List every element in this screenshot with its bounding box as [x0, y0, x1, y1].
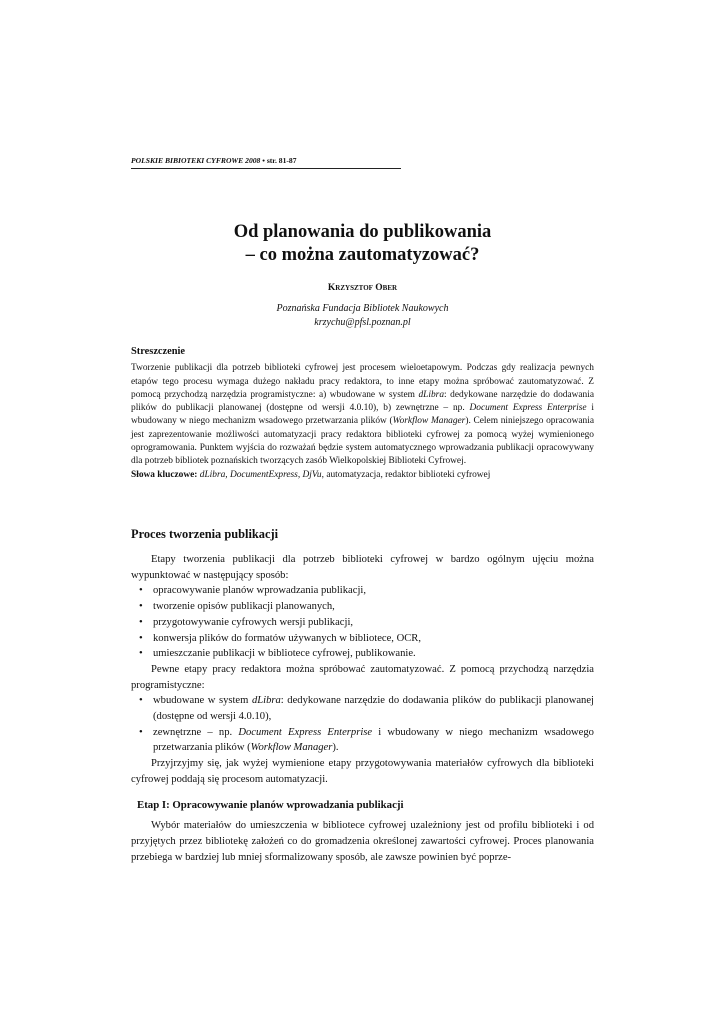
list-item: • umieszczanie publikacji w bibliotece cyfrowej, publikowanie.: [153, 646, 594, 662]
list-item-italic: Workflow Manager: [250, 742, 333, 754]
list-item-part: : dedykowane narzędzie do dodawania plików do publikacji planowanej (dostępne od wersji 4.0.10),: [153, 695, 594, 723]
stages-list: [131, 583, 594, 662]
list-item: • opracowywanie planów wprowadzania publikacji,: [153, 583, 594, 599]
list-item-part: zewnętrzne – np.: [153, 726, 239, 738]
abstract-text: [131, 362, 594, 468]
paragraph: Wybór materiałów do umieszczenia w bibliotece cyfrowej uzależniony jest od profilu biblioteki i od przyjętych przez bibliotekę założeń co do gromadzenia określonej zawartości cyfrowej. Proces planowania przebiega w bardziej lub mniej sformalizowany sposób, ale zawsze powinien być poprze-: [131, 820, 594, 863]
list-item: • konwersja plików do formatów używanych w bibliotece, OCR,: [153, 631, 594, 647]
list-item-part: wbudowane w system: [153, 695, 252, 707]
article-title: [131, 221, 594, 267]
list-item: • przygotowywanie cyfrowych wersji publikacji,: [153, 615, 594, 631]
abstract-text-part: ). Celem niniejszego opracowania jest zaprezentowanie możliwości automatyzacji pracy redaktora biblioteki cyfrowej za pomocą wyżej wymienionego oprogramowania. Punktem wyjścia do rozważań będzie system automatycznego wprowadzania publikacji opracowywany dla potrzeb bibliotek poznańskich tworzących zasób Wielkopolskiej Biblioteki Cyfrowej.: [131, 416, 595, 467]
abstract-text-italic: Document Express Enterprise: [469, 403, 587, 414]
title-line-1: Od planowania do publikowania: [233, 222, 492, 242]
list-item-part: ).: [332, 742, 339, 754]
author-name: Krzysztof Ober: [327, 283, 398, 293]
list-item: [153, 693, 594, 724]
list-item-italic: Document Express Enterprise: [238, 726, 373, 738]
author-affiliation-block: [131, 302, 594, 330]
section-title: Proces tworzenia publikacji: [131, 527, 279, 541]
subsection-title: Etap I: Opracowywanie planów wprowadzania publikacji: [137, 798, 404, 811]
paragraph: Etapy tworzenia publikacji dla potrzeb biblioteki cyfrowej w bardzo ogólnym ujęciu można wypunktować w następujący sposób:: [131, 554, 594, 581]
abstract-text-part: i wbudowany w niego mechanizm wsadowego przetwarzania plików (: [131, 403, 595, 427]
list-item-italic: dLibra: [251, 695, 281, 707]
keywords-label: Słowa kluczowe:: [131, 469, 198, 480]
title-line-2: – co można zautomatyzować?: [245, 245, 480, 265]
abstract-text-part: Tworzenie publikacji dla potrzeb biblioteki cyfrowej jest procesem wieloetapowym. Podczas gdy realizacja pewnych etapów tego procesu wymaga dużego nakładu pracy redaktora, to inne etapy można spróbować zautomatyzować. Z pomocą przychodzą narzędzia programistyczne: a) wbudowane w system: [131, 363, 594, 400]
abstract-heading: Streszczenie: [131, 346, 186, 357]
paragraph: Przyjrzyjmy się, jak wyżej wymienione etapy przygotowywania materiałów cyfrowych dla biblioteki cyfrowej poddają się procesom automatyzacji.: [131, 758, 594, 785]
page-range: str. 81-87: [266, 156, 297, 165]
running-head-separator: •: [262, 156, 265, 165]
abstract-text-part: : dedykowane narzędzie do dodawania plików do publikacji planowanej (dostępne od wersji 4.0.10), b) zewnętrzne – np.: [131, 389, 594, 414]
keywords-rest: , automatyzacja, redaktor biblioteki cyfrowej: [321, 469, 491, 480]
journal-name: POLSKIE BIBIOTEKI CYFROWE 2008: [131, 156, 261, 165]
tools-list: [131, 693, 594, 756]
list-item: [153, 725, 594, 756]
paragraph: Pewne etapy pracy redaktora można spróbować zautomatyzować. Z pomocą przychodzą narzędzia programistyczne:: [131, 663, 594, 691]
abstract: [131, 345, 594, 482]
author-email: krzychu@pfsl.poznan.pl: [314, 317, 411, 328]
keywords: [131, 469, 594, 482]
abstract-text-italic: Workflow Manager: [392, 416, 466, 427]
section-body: [131, 552, 594, 865]
keywords-italic: dLibra, DocumentExpress, DjVu: [199, 469, 322, 480]
abstract-text-italic: dLibra: [418, 389, 445, 400]
author-affiliation: Poznańska Fundacja Bibliotek Naukowych: [276, 303, 449, 314]
running-head: [131, 156, 401, 169]
list-item: • tworzenie opisów publikacji planowanych,: [153, 599, 594, 615]
list-item-part: i wbudowany w niego mechanizm wsadowego przetwarzania plików (: [153, 726, 594, 754]
